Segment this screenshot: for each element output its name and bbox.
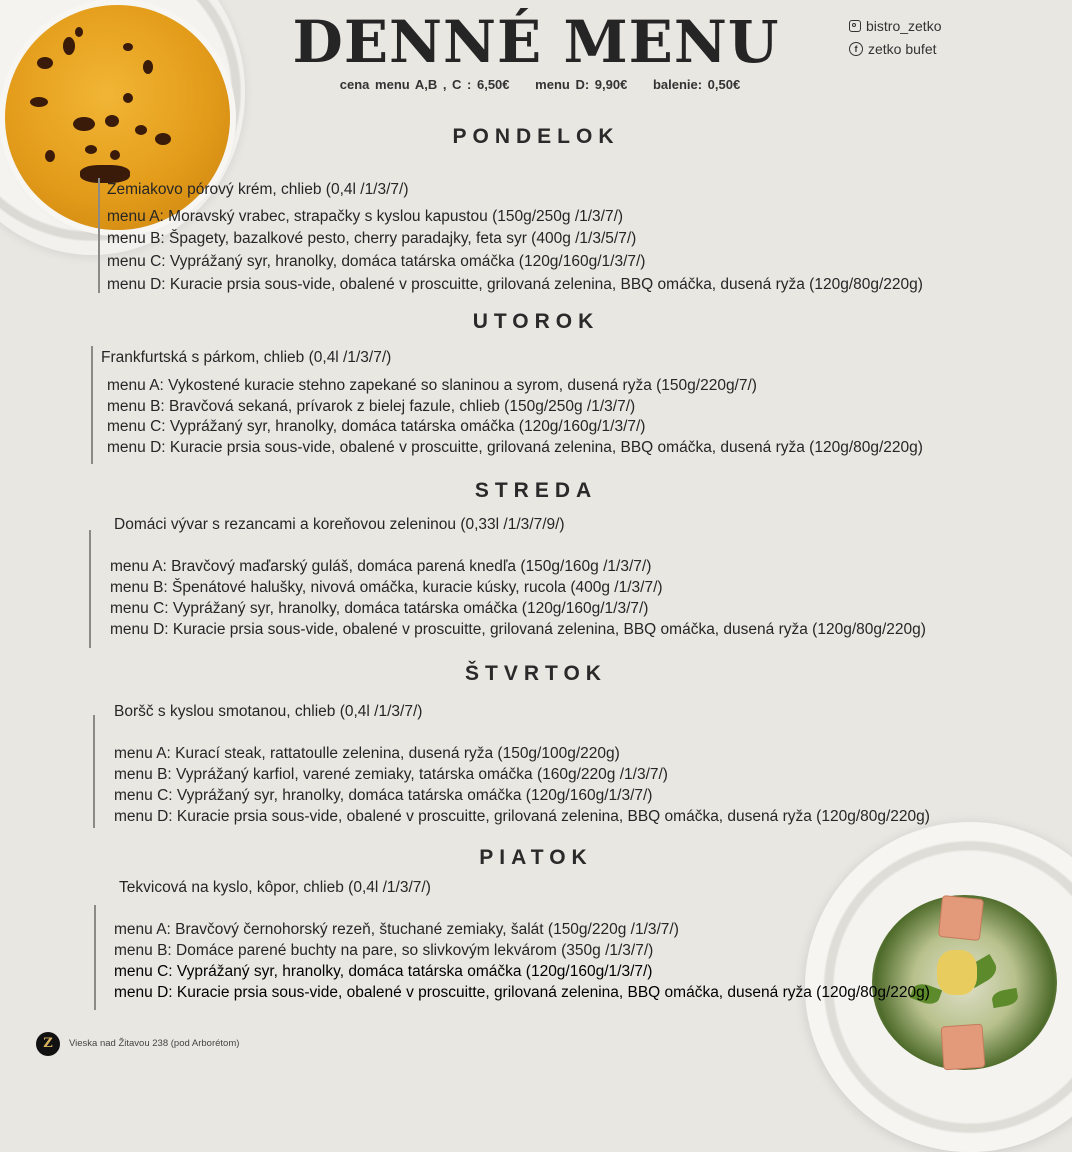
menu-item: menu C: Vyprážaný syr, hranolky, domáca tatárska omáčka (120g/160g/1/3/7/) xyxy=(114,787,653,804)
instagram-label: bistro_zetko xyxy=(866,18,942,34)
day-heading-utorok: UTOROK xyxy=(472,310,600,333)
menu-item: menu A: Bravčový maďarský guláš, domáca parená knedľa (150g/160g /1/3/7/) xyxy=(110,558,652,575)
menu-item: menu A: Bravčový černohorský rezeň, štuchané zemiaky, šalát (150g/220g /1/3/7/) xyxy=(114,921,679,938)
day-heading-streda: STREDA xyxy=(474,479,598,502)
salmon-risotto-image xyxy=(872,895,1057,1070)
menu-item: menu B: Bravčová sekaná, prívarok z bielej fazule, chlieb (150g/250g /1/3/7/) xyxy=(107,398,636,415)
price-d: menu D: 9,90€ xyxy=(535,77,628,92)
menu-item: menu D: Kuracie prsia sous-vide, obalené v proscuitte, grilovaná zelenina, BBQ omáčka, dusená ryža (120g/80g/220g) xyxy=(114,984,930,1001)
menu-item: menu C: Vyprážaný syr, hranolky, domáca tatárska omáčka (120g/160g/1/3/7/) xyxy=(107,253,646,270)
divider-bar xyxy=(91,346,93,464)
divider-bar xyxy=(94,905,96,1010)
menu-title: DENNÉ MENU xyxy=(292,8,780,76)
menu-item: menu D: Kuracie prsia sous-vide, obalené v proscuitte, grilovaná zelenina, BBQ omáčka, dusená ryža (120g/80g/220g) xyxy=(110,621,926,638)
day-heading-piatok: PIATOK xyxy=(479,846,593,869)
day-heading-pondelok: PONDELOK xyxy=(452,125,620,148)
menu-item: menu B: Vyprážaný karfiol, varené zemiaky, tatárska omáčka (160g/220g /1/3/7/) xyxy=(114,766,668,783)
soup-line: Zemiakovo pórový krém, chlieb (0,4l /1/3/7/) xyxy=(107,181,409,198)
bistro-logo: Z xyxy=(36,1032,60,1056)
day-heading-stvrtok: ŠTVRTOK xyxy=(465,662,607,685)
menu-item: menu B: Špenátové halušky, nivová omáčka, kuracie kúsky, rucola (400g /1/3/7/) xyxy=(110,579,663,596)
price-abc: cena menu A,B , C : 6,50€ xyxy=(339,77,510,92)
instagram-icon xyxy=(849,20,861,32)
soup-line: Boršč s kyslou smotanou, chlieb (0,4l /1/3/7/) xyxy=(114,703,423,720)
menu-item: menu C: Vyprážaný syr, hranolky, domáca tatárska omáčka (120g/160g/1/3/7/) xyxy=(110,600,649,617)
menu-item: menu D: Kuracie prsia sous-vide, obalené v proscuitte, grilovaná zelenina, BBQ omáčka, dusená ryža (120g/80g/220g) xyxy=(107,276,923,293)
instagram-handle[interactable] xyxy=(849,18,941,34)
facebook-icon: f xyxy=(849,42,863,56)
packaging-price: balenie: 0,50€ xyxy=(652,77,741,92)
facebook-handle[interactable] xyxy=(849,41,937,57)
menu-item: menu C: Vyprážaný syr, hranolky, domáca tatárska omáčka (120g/160g/1/3/7/) xyxy=(114,963,653,980)
menu-item: menu C: Vyprážaný syr, hranolky, domáca tatárska omáčka (120g/160g/1/3/7/) xyxy=(107,418,646,435)
soup-line: Frankfurtská s párkom, chlieb (0,4l /1/3/7/) xyxy=(101,349,392,366)
soup-line: Domáci vývar s rezancami a koreňovou zeleninou (0,33l /1/3/7/9/) xyxy=(114,516,565,533)
divider-bar xyxy=(98,178,100,293)
menu-item: menu A: Vykostené kuracie stehno zapekané so slaninou a syrom, dusená ryža (150g/220g/7/) xyxy=(107,377,757,394)
soup-line: Tekvicová na kyslo, kôpor, chlieb (0,4l /1/3/7/) xyxy=(119,879,431,896)
divider-bar xyxy=(93,715,95,828)
menu-item: menu A: Moravský vrabec, strapačky s kyslou kapustou (150g/250g /1/3/7/) xyxy=(107,208,624,225)
menu-item: menu B: Špagety, bazalkové pesto, cherry paradajky, feta syr (400g /1/3/5/7/) xyxy=(107,230,637,247)
facebook-label: zetko bufet xyxy=(868,41,937,57)
menu-item: menu D: Kuracie prsia sous-vide, obalené v proscuitte, grilovaná zelenina, BBQ omáčka, dusená ryža (120g/80g/220g) xyxy=(114,808,930,825)
menu-item: menu D: Kuracie prsia sous-vide, obalené v proscuitte, grilovaná zelenina, BBQ omáčka, dusená ryža (120g/80g/220g) xyxy=(107,439,923,456)
menu-item: menu B: Domáce parené buchty na pare, so slivkovým lekvárom (350g /1/3/7/) xyxy=(114,942,654,959)
menu-item: menu A: Kurací steak, rattatoulle zelenina, dusená ryža (150g/100g/220g) xyxy=(114,745,620,762)
divider-bar xyxy=(89,530,91,648)
price-info xyxy=(0,77,1072,92)
address-text: Vieska nad Žitavou 238 (pod Arborétom) xyxy=(69,1038,240,1049)
